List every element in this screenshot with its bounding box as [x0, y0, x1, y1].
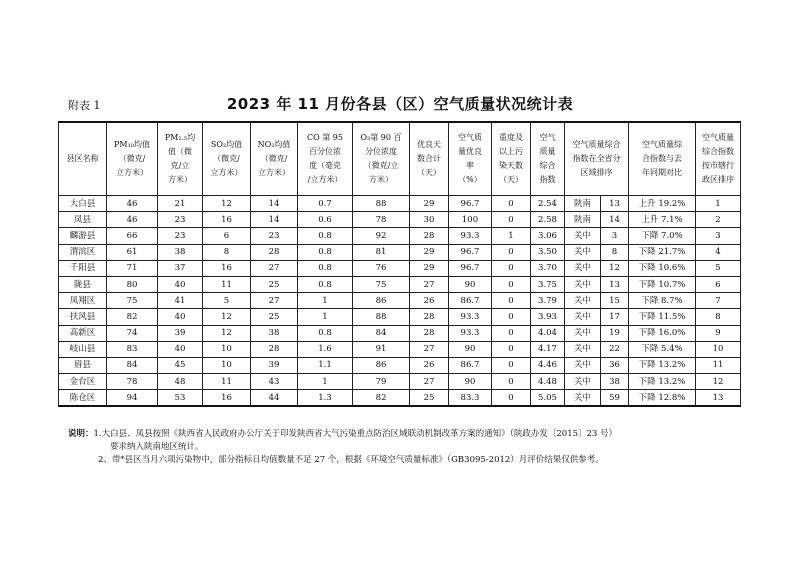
table-cell: 40 — [158, 341, 203, 357]
table-cell: 6 — [203, 228, 251, 244]
table-cell: 14 — [251, 196, 298, 212]
table-cell: 16 — [203, 260, 251, 276]
table-cell: 陕南 — [565, 196, 601, 212]
table-cell: 下降 5.4% — [629, 341, 696, 357]
table-cell: 40 — [158, 276, 203, 292]
table-cell: 39 — [251, 357, 298, 373]
table-cell: 43 — [251, 374, 298, 390]
table-cell: 96.7 — [449, 196, 492, 212]
table-row — [59, 244, 741, 260]
table-cell: 84 — [353, 325, 410, 341]
table-cell: 40 — [158, 309, 203, 325]
table-cell: 14 — [251, 212, 298, 228]
column-header: SO₂均值 （微克/ 立方米） — [203, 122, 251, 196]
table-cell: 5.05 — [531, 390, 565, 407]
note-2: 2、带*县区当月六项污染物中，部分指标日均值数量不足 27 个，根据《环境空气质量标准》（GB3095-2012）月评价结果仅供参考。 — [98, 455, 604, 465]
table-cell: 23 — [251, 228, 298, 244]
table-cell: 凤县 — [59, 212, 107, 228]
table-cell: 关中 — [565, 276, 601, 292]
table-row — [59, 390, 741, 407]
table-cell: 0.8 — [298, 244, 353, 260]
table-cell: 下降 13.2% — [629, 374, 696, 390]
table-header-row — [59, 122, 741, 196]
table-cell: 凤翔区 — [59, 293, 107, 309]
notes-section — [68, 428, 748, 467]
table-cell: 0.7 — [298, 196, 353, 212]
table-row — [59, 260, 741, 276]
table-cell: 66 — [107, 228, 158, 244]
table-cell: 2.58 — [531, 212, 565, 228]
table-cell: 82 — [353, 390, 410, 407]
column-header: 空气质量综 合指数与去 年同期对比 — [629, 122, 696, 196]
table-cell: 4.04 — [531, 325, 565, 341]
table-cell: 81 — [353, 244, 410, 260]
table-cell: 21 — [158, 196, 203, 212]
table-cell: 36 — [601, 357, 629, 373]
table-cell: 2 — [696, 212, 741, 228]
column-header: O₃第 90 百 分位浓度 （微克/立 方米） — [353, 122, 410, 196]
table-cell: 下降 21.7% — [629, 244, 696, 260]
table-cell: 渭滨区 — [59, 244, 107, 260]
table-cell: 8 — [601, 244, 629, 260]
table-cell: 25 — [251, 276, 298, 292]
table-cell: 26 — [410, 293, 449, 309]
table-cell: 3.50 — [531, 244, 565, 260]
table-cell: 16 — [203, 390, 251, 407]
column-header: 空气质 量优良 率 （%） — [449, 122, 492, 196]
table-cell: 27 — [410, 276, 449, 292]
column-header: 空气 质量 综合 指数 — [531, 122, 565, 196]
table-cell: 86 — [353, 357, 410, 373]
table-cell: 4.48 — [531, 374, 565, 390]
table-cell: 88 — [353, 309, 410, 325]
table-cell: 0 — [492, 196, 531, 212]
table-row — [59, 325, 741, 341]
table-cell: 3.75 — [531, 276, 565, 292]
table-cell: 1 — [492, 228, 531, 244]
table-cell: 0 — [492, 212, 531, 228]
table-cell: 86 — [353, 293, 410, 309]
table-cell: 关中 — [565, 293, 601, 309]
column-header: NO₂均值 （微克/ 立方米） — [251, 122, 298, 196]
note-1-line-2: 要求纳入陕南地区统计。 — [110, 442, 204, 452]
column-header: 县区名称 — [59, 122, 107, 196]
table-cell: 14 — [601, 212, 629, 228]
table-cell: 45 — [158, 357, 203, 373]
table-cell: 5 — [203, 293, 251, 309]
table-cell: 29 — [410, 196, 449, 212]
table-cell: 1 — [298, 374, 353, 390]
table-cell: 0 — [492, 325, 531, 341]
table-cell: 78 — [107, 374, 158, 390]
table-cell: 39 — [158, 325, 203, 341]
table-cell: 陈仓区 — [59, 390, 107, 407]
table-cell: 86.7 — [449, 293, 492, 309]
table-cell: 38 — [251, 325, 298, 341]
table-cell: 0.8 — [298, 276, 353, 292]
table-cell: 22 — [601, 341, 629, 357]
table-cell: 11 — [696, 357, 741, 373]
table-cell: 上升 19.2% — [629, 196, 696, 212]
table-cell: 7 — [696, 293, 741, 309]
table-cell: 94 — [107, 390, 158, 407]
table-cell: 1.1 — [298, 357, 353, 373]
table-cell: 13 — [601, 196, 629, 212]
table-cell: 53 — [158, 390, 203, 407]
table-cell: 38 — [158, 244, 203, 260]
table-cell: 3.93 — [531, 309, 565, 325]
table-cell: 96.7 — [449, 260, 492, 276]
table-cell: 扶风县 — [59, 309, 107, 325]
table-cell: 下降 16.0% — [629, 325, 696, 341]
table-cell: 90 — [449, 341, 492, 357]
air-quality-table — [58, 121, 741, 407]
table-cell: 陕南 — [565, 212, 601, 228]
table-cell: 岐山县 — [59, 341, 107, 357]
table-cell: 关中 — [565, 244, 601, 260]
table-row — [59, 309, 741, 325]
table-cell: 10 — [696, 341, 741, 357]
table-cell: 1.3 — [298, 390, 353, 407]
table-cell: 0 — [492, 390, 531, 407]
table-cell: 82 — [107, 309, 158, 325]
column-header: 优良天 数合计 （天） — [410, 122, 449, 196]
table-cell: 19 — [601, 325, 629, 341]
table-cell: 27 — [251, 293, 298, 309]
table-cell: 28 — [251, 244, 298, 260]
table-cell: 关中 — [565, 390, 601, 407]
table-cell: 麟游县 — [59, 228, 107, 244]
table-cell: 12 — [203, 196, 251, 212]
table-cell: 0 — [492, 244, 531, 260]
table-cell: 0.6 — [298, 212, 353, 228]
table-cell: 28 — [251, 341, 298, 357]
table-cell: 10 — [203, 341, 251, 357]
table-cell: 76 — [353, 260, 410, 276]
table-cell: 9 — [696, 325, 741, 341]
table-cell: 28 — [410, 325, 449, 341]
table-cell: 12 — [696, 374, 741, 390]
table-cell: 眉县 — [59, 357, 107, 373]
column-header: CO 第 95 百分位浓 度（毫克 /立方米） — [298, 122, 353, 196]
table-cell: 59 — [601, 390, 629, 407]
table-cell: 4.17 — [531, 341, 565, 357]
table-cell: 3 — [696, 228, 741, 244]
table-cell: 0 — [492, 357, 531, 373]
table-cell: 27 — [410, 341, 449, 357]
table-cell: 80 — [107, 276, 158, 292]
table-cell: 2.54 — [531, 196, 565, 212]
table-row — [59, 212, 741, 228]
table-cell: 11 — [203, 374, 251, 390]
table-cell: 23 — [158, 212, 203, 228]
table-cell: 8 — [696, 309, 741, 325]
table-cell: 12 — [601, 260, 629, 276]
table-cell: 关中 — [565, 374, 601, 390]
table-cell: 大白县 — [59, 196, 107, 212]
page-title: 2023 年 11 月份各县（区）空气质量状况统计表 — [226, 95, 574, 113]
table-cell: 8 — [203, 244, 251, 260]
table-cell: 13 — [601, 276, 629, 292]
table-cell: 88 — [353, 196, 410, 212]
table-row — [59, 196, 741, 212]
table-cell: 75 — [353, 276, 410, 292]
table-cell: 30 — [410, 212, 449, 228]
table-cell: 48 — [158, 374, 203, 390]
table-cell: 91 — [353, 341, 410, 357]
table-cell: 41 — [158, 293, 203, 309]
column-header: 空气质量 综合指数 按市辖行 政区排序 — [696, 122, 741, 196]
table-cell: 3 — [601, 228, 629, 244]
table-cell: 0 — [492, 341, 531, 357]
table-cell: 关中 — [565, 228, 601, 244]
table-cell: 71 — [107, 260, 158, 276]
table-cell: 4.46 — [531, 357, 565, 373]
table-row — [59, 293, 741, 309]
table-cell: 0 — [492, 309, 531, 325]
column-header: 重度及 以上污 染天数 （天） — [492, 122, 531, 196]
table-cell: 13 — [696, 390, 741, 407]
table-cell: 3.79 — [531, 293, 565, 309]
table-cell: 44 — [251, 390, 298, 407]
table-cell: 90 — [449, 276, 492, 292]
table-cell: 0 — [492, 374, 531, 390]
table-cell: 86.7 — [449, 357, 492, 373]
table-cell: 79 — [353, 374, 410, 390]
table-cell: 下降 12.8% — [629, 390, 696, 407]
table-cell: 12 — [203, 309, 251, 325]
table-cell: 46 — [107, 196, 158, 212]
table-cell: 74 — [107, 325, 158, 341]
table-cell: 10 — [203, 357, 251, 373]
attachment-label: 附表 1 — [68, 99, 101, 112]
table-cell: 下降 11.5% — [629, 309, 696, 325]
table-cell: 高新区 — [59, 325, 107, 341]
table-cell: 78 — [353, 212, 410, 228]
table-cell: 83.3 — [449, 390, 492, 407]
table-cell: 0 — [492, 293, 531, 309]
table-cell: 84 — [107, 357, 158, 373]
table-cell: 1 — [298, 309, 353, 325]
table-cell: 下降 10.6% — [629, 260, 696, 276]
table-row — [59, 276, 741, 292]
table-cell: 16 — [203, 212, 251, 228]
table-cell: 29 — [410, 244, 449, 260]
table-cell: 1 — [298, 293, 353, 309]
table-cell: 金台区 — [59, 374, 107, 390]
table-cell: 26 — [410, 357, 449, 373]
table-cell: 61 — [107, 244, 158, 260]
table-cell: 37 — [158, 260, 203, 276]
table-cell: 0.8 — [298, 325, 353, 341]
table-row — [59, 228, 741, 244]
note-1-line-1: 1.大白县、凤县按照《陕西省人民政府办公厅关于印发陕西省大气污染重点防治区域联动机制改革方案的通知》（陕政办发〔2015〕23 号） — [93, 429, 618, 439]
table-cell: 下降 7.0% — [629, 228, 696, 244]
table-cell: 93.3 — [449, 309, 492, 325]
table-cell: 83 — [107, 341, 158, 357]
table-cell: 下降 10.7% — [629, 276, 696, 292]
table-row — [59, 374, 741, 390]
table-cell: 29 — [410, 260, 449, 276]
table-cell: 28 — [410, 228, 449, 244]
table-cell: 17 — [601, 309, 629, 325]
column-header: 空气质量综合 指数在全省分 区域排序 — [565, 122, 629, 196]
table-cell: 关中 — [565, 309, 601, 325]
table-cell: 96.7 — [449, 244, 492, 260]
table-cell: 28 — [410, 309, 449, 325]
table-cell: 3.06 — [531, 228, 565, 244]
table-cell: 关中 — [565, 357, 601, 373]
table-cell: 75 — [107, 293, 158, 309]
table-cell: 25 — [251, 309, 298, 325]
table-cell: 92 — [353, 228, 410, 244]
table-cell: 关中 — [565, 325, 601, 341]
table-cell: 上升 7.1% — [629, 212, 696, 228]
notes-label: 说明： — [68, 429, 94, 439]
table-cell: 12 — [203, 325, 251, 341]
table-cell: 4 — [696, 244, 741, 260]
table-cell: 下降 8.7% — [629, 293, 696, 309]
column-header: PM₁₀均值 （微克/ 立方米） — [107, 122, 158, 196]
table-cell: 0.8 — [298, 228, 353, 244]
table-cell: 38 — [601, 374, 629, 390]
table-cell: 千阳县 — [59, 260, 107, 276]
table-cell: 27 — [410, 374, 449, 390]
table-cell: 关中 — [565, 341, 601, 357]
table-cell: 1 — [696, 196, 741, 212]
table-cell: 90 — [449, 374, 492, 390]
table-cell: 25 — [410, 390, 449, 407]
table-cell: 1.6 — [298, 341, 353, 357]
table-cell: 27 — [251, 260, 298, 276]
table-cell: 陇县 — [59, 276, 107, 292]
table-cell: 6 — [696, 276, 741, 292]
table-cell: 3.70 — [531, 260, 565, 276]
column-header: PM₂.₅均 值（微 克/立 方米） — [158, 122, 203, 196]
table-cell: 23 — [158, 228, 203, 244]
table-cell: 46 — [107, 212, 158, 228]
table-cell: 93.3 — [449, 228, 492, 244]
table-cell: 0 — [492, 276, 531, 292]
table-cell: 93.3 — [449, 325, 492, 341]
table-cell: 0.8 — [298, 260, 353, 276]
table-row — [59, 357, 741, 373]
table-cell: 下降 13.2% — [629, 357, 696, 373]
table-cell: 关中 — [565, 260, 601, 276]
table-row — [59, 341, 741, 357]
table-cell: 15 — [601, 293, 629, 309]
table-cell: 100 — [449, 212, 492, 228]
table-cell: 5 — [696, 260, 741, 276]
table-cell: 0 — [492, 260, 531, 276]
table-cell: 11 — [203, 276, 251, 292]
